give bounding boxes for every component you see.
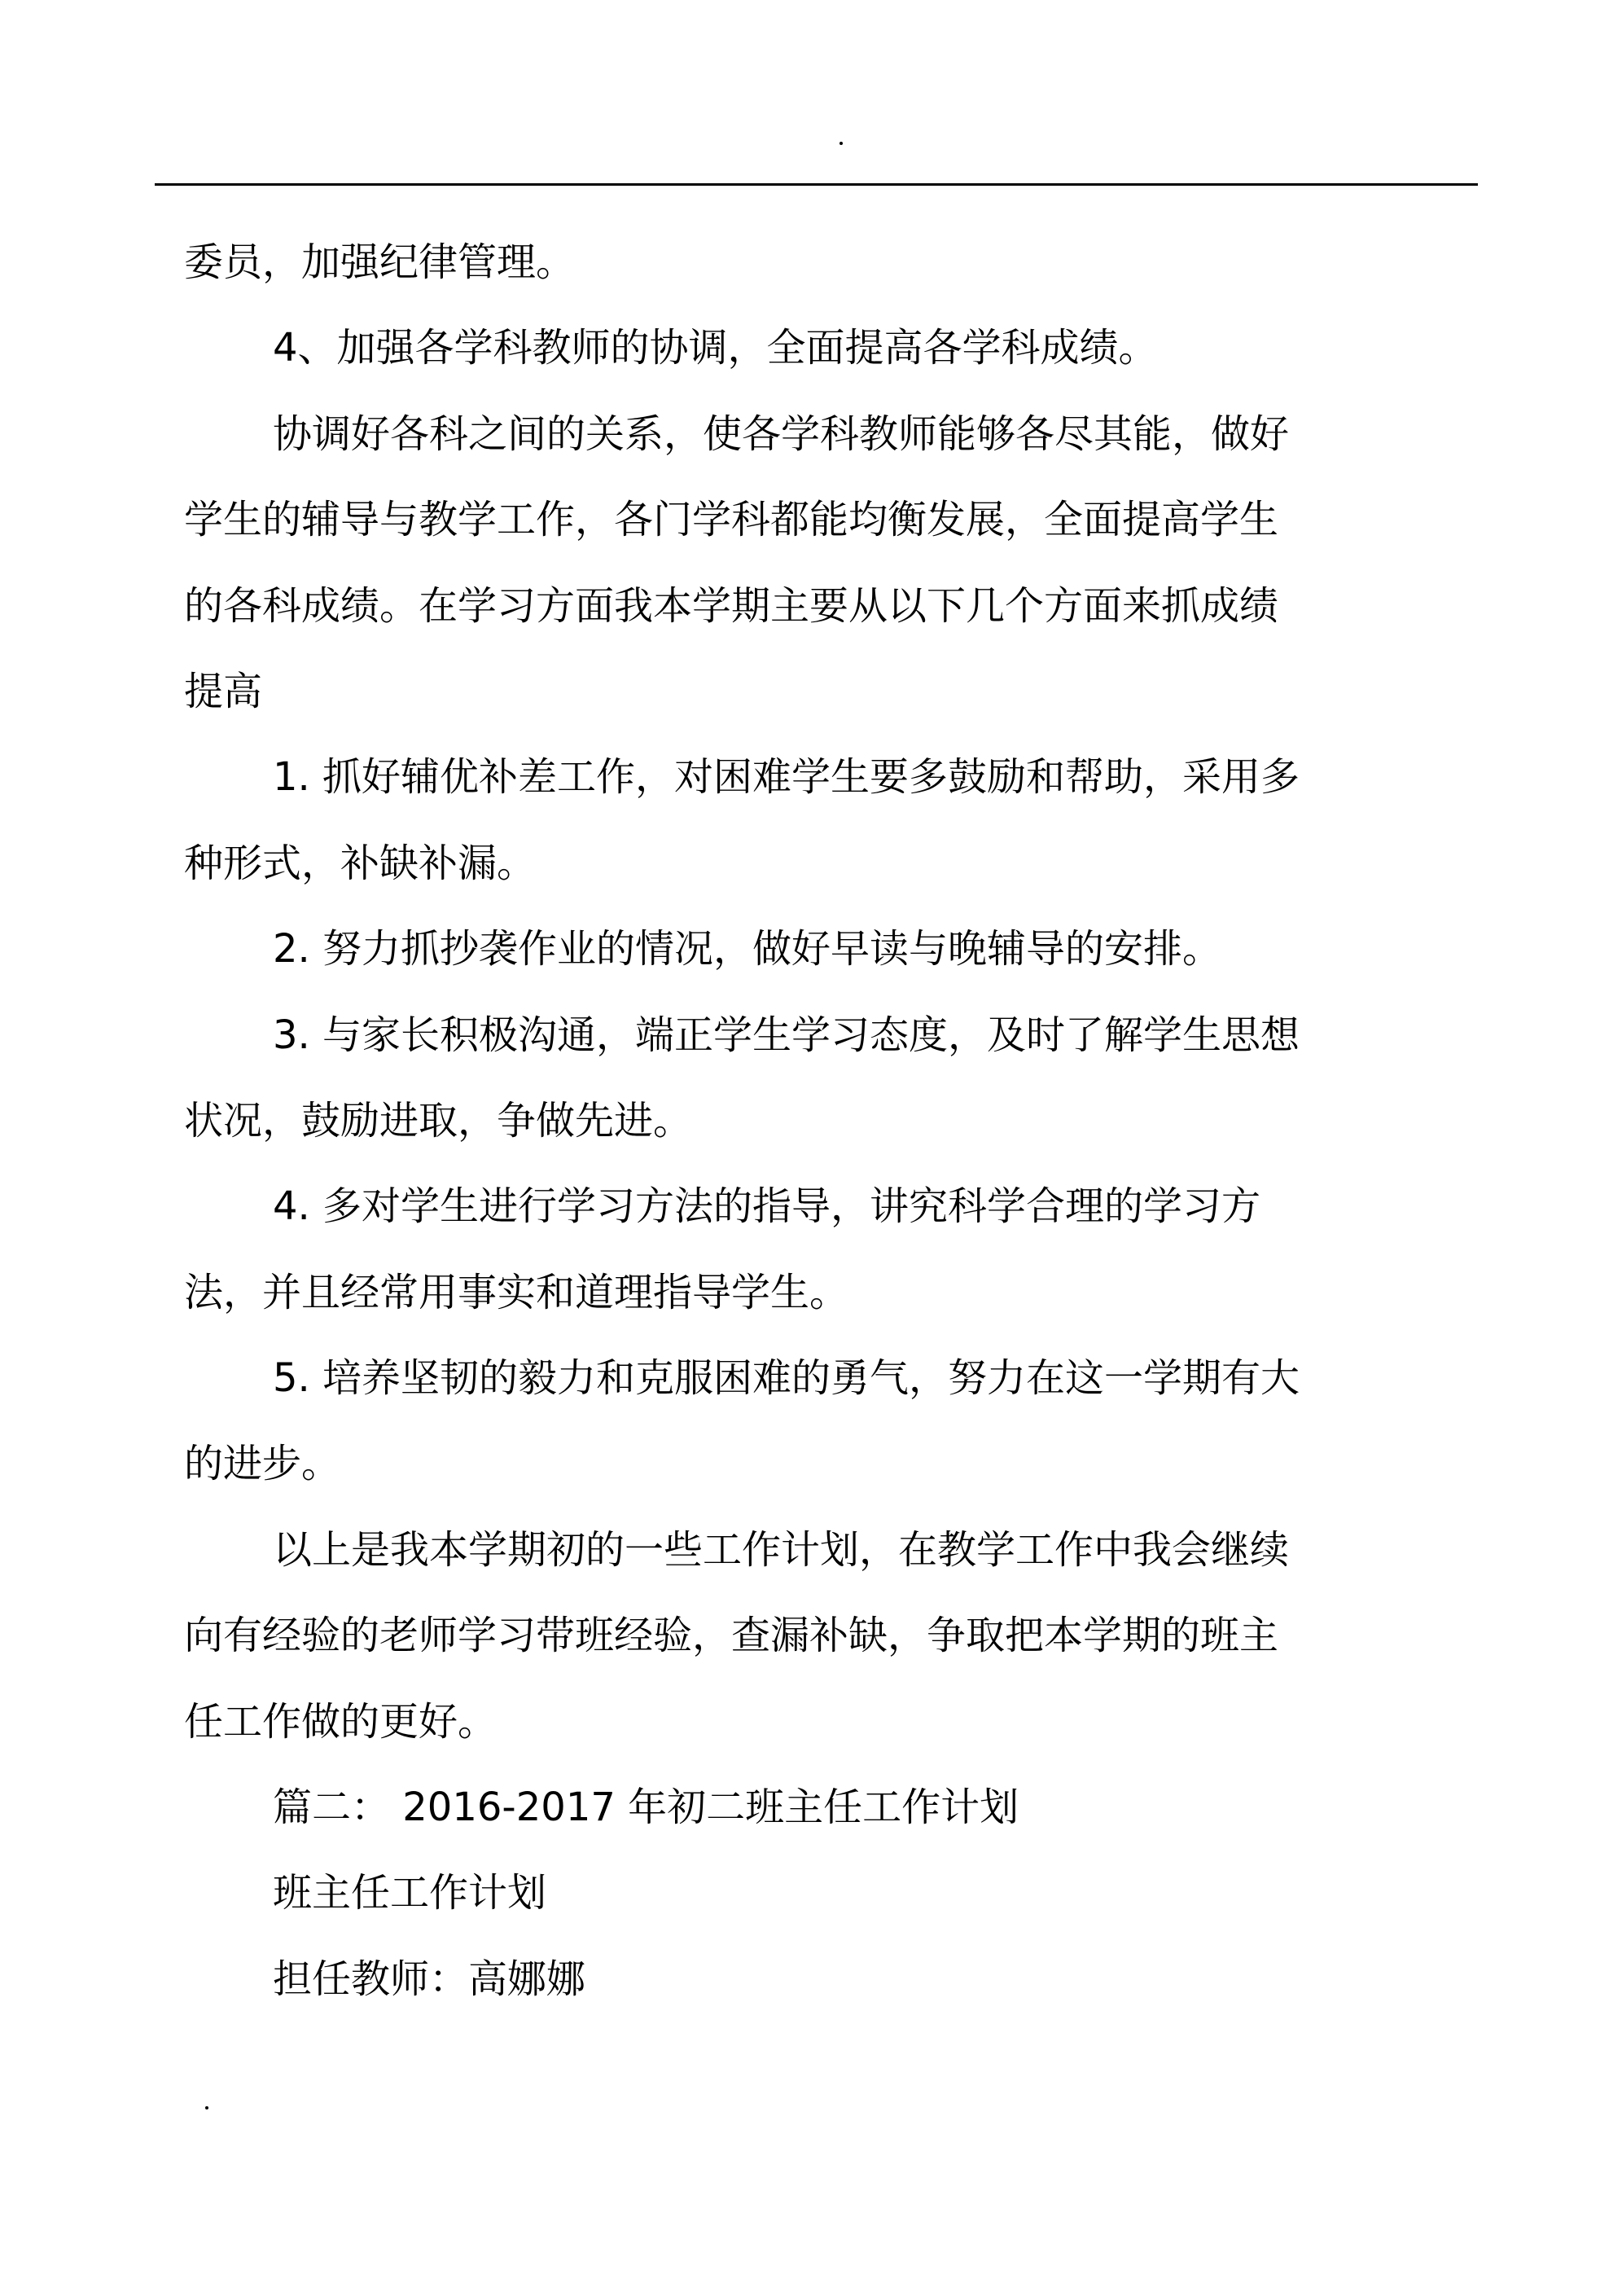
text-line: 状况，鼓励进取，争做先进。 xyxy=(184,1097,693,1144)
footer-dot xyxy=(205,2106,208,2109)
header-dot xyxy=(839,142,843,145)
text-line: 向有经验的老师学习带班经验，查漏补缺，争取把本学期的班主 xyxy=(184,1613,1279,1659)
text-line: 协调好各科之间的关系，使各学科教师能够各尽其能，做好 xyxy=(273,410,1290,457)
text-line: 担任教师：高娜娜 xyxy=(273,1956,586,2002)
text-line: 5. 培养坚韧的毅力和克服困难的勇气，努力在这一学期有大 xyxy=(273,1355,1300,1402)
text-line: 2. 努力抓抄袭作业的情况，做好早读与晚辅导的安排。 xyxy=(273,926,1222,972)
text-line: 的各科成绩。在学习方面我本学期主要从以下几个方面来抓成绩 xyxy=(184,582,1279,629)
text-line: 的进步。 xyxy=(184,1441,341,1487)
text-line: 提高 xyxy=(184,668,263,714)
text-line: 法，并且经常用事实和道理指导学生。 xyxy=(184,1269,849,1315)
header-rule xyxy=(155,183,1478,186)
text-line: 4、加强各学科教师的协调，全面提高各学科成绩。 xyxy=(273,325,1158,371)
text-line: 学生的辅导与教学工作，各门学科都能均衡发展，全面提高学生 xyxy=(184,497,1279,543)
document-body xyxy=(184,220,1487,2022)
text-line: 以上是我本学期初的一些工作计划，在教学工作中我会继续 xyxy=(273,1526,1290,1573)
text-line: 篇二： 2016-2017 年初二班主任工作计划 xyxy=(273,1785,1019,1831)
text-line: 1. 抓好辅优补差工作，对困难学生要多鼓励和帮助，采用多 xyxy=(273,754,1300,801)
text-line: 委员，加强纪律管理。 xyxy=(184,239,576,285)
text-line: 班主任工作计划 xyxy=(273,1870,547,1916)
text-line: 3. 与家长积极沟通，端正学生学习态度，及时了解学生思想 xyxy=(273,1012,1300,1058)
text-line: 任工作做的更好。 xyxy=(184,1698,498,1745)
text-line: 种形式，补缺补漏。 xyxy=(184,840,537,886)
text-line: 4. 多对学生进行学习方法的指导，讲究科学合理的学习方 xyxy=(273,1183,1261,1230)
